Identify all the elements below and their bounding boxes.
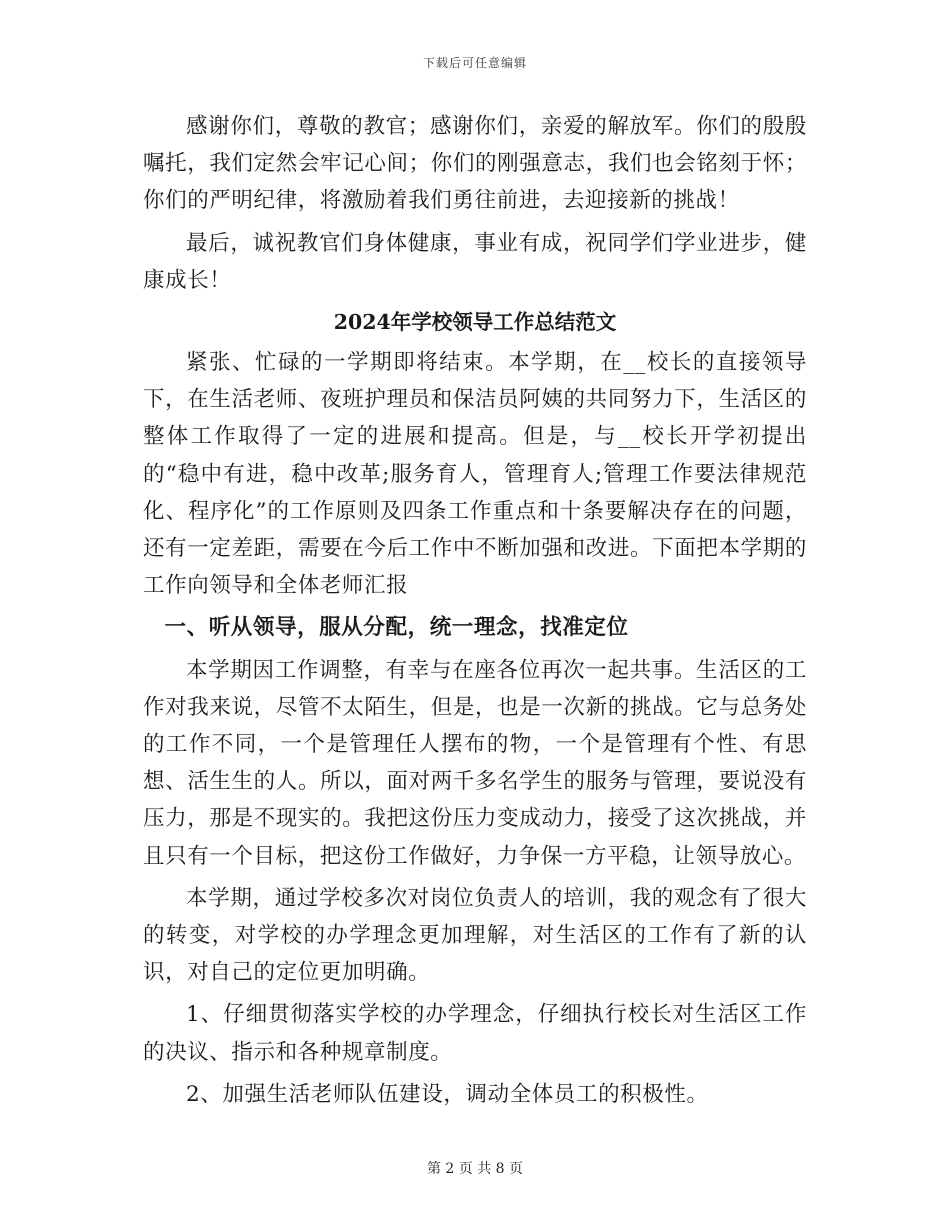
paragraph-intro: 紧张、忙碌的一学期即将结束。本学期，在__校长的直接领导下，在生活老师、夜班护理员和保洁员阿姨的共同努力下，生活区的整体工作取得了一定的进展和提高。但是，与__校长开学初提出的“稳中有进，稳中改革;服务育人，管理育人;管理工作要法律规范化、程序化”的工作原则及四条工作重点和十条要解决存在的问题，还有一定差距，需要在今后工作中不断加强和改进。下面把本学期的工作向领导和全体老师汇报: [143, 350, 807, 599]
paragraph-closing: 最后，诚祝教官们身体健康，事业有成，祝同学们学业进步，健康成长！: [143, 230, 807, 293]
document-body: [143, 108, 807, 1118]
section1-item-2: 2、加强生活老师队伍建设，调动全体员工的积极性。: [186, 1081, 709, 1107]
section-heading-1: 一、听从领导，服从分配，统一理念，找准定位: [164, 615, 629, 641]
section1-paragraph-1: 本学期因工作调整，有幸与在座各位再次一起共事。生活区的工作对我来说，尽管不太陌生，但是，也是一次新的挑战。它与总务处的工作不同，一个是管理任人摆布的物，一个是管理有个性、有思想、活生生的人。所以，面对两千多名学生的服务与管理，要说没有压力，那是不现实的。我把这份压力变成动力，接受了这次挑战，并且只有一个目标，把这份工作做好，力争保一方平稳，让领导放心。: [143, 657, 807, 869]
section1-item-1: 1、仔细贯彻落实学校的办学理念，仔细执行校长对生活区工作的决议、指示和各种规章制度。: [143, 1002, 807, 1065]
document-title: 2024年学校领导工作总结范文: [333, 310, 617, 335]
page-number: 第 2 页 共 8 页: [426, 1161, 524, 1177]
section1-paragraph-2: 本学期，通过学校多次对岗位负责人的培训，我的观念有了很大的转变，对学校的办学理念更加理解，对生活区的工作有了新的认识，对自己的定位更加明确。: [143, 885, 807, 986]
paragraph-thanks: 感谢你们，尊敬的教官；感谢你们，亲爱的解放军。你们的殷殷嘱托，我们定然会牢记心间；你们的刚强意志，我们也会铭刻于怀；你们的严明纪律，将激励着我们勇往前进，去迎接新的挑战！: [143, 114, 807, 214]
page-header: 下载后可任意编辑: [422, 56, 527, 70]
